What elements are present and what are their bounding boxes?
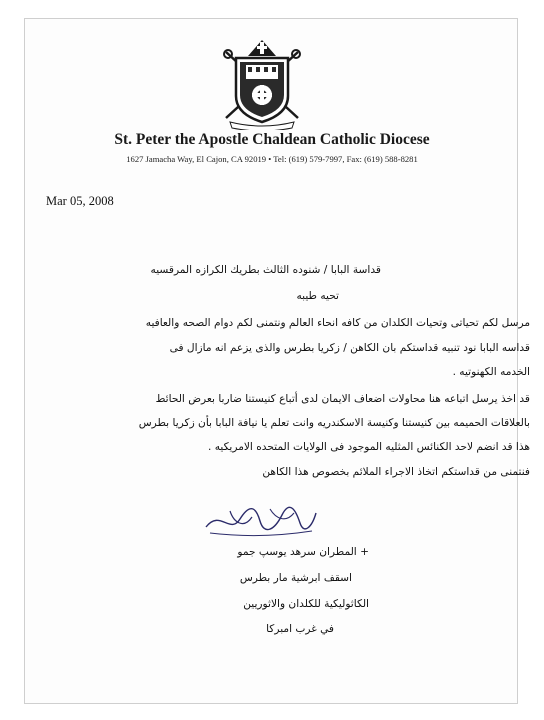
letter-date: Mar 05, 2008 — [46, 194, 114, 208]
signatory-name: + المطران سرهد يوسپ جمو — [237, 546, 369, 558]
diocese-contact-line: 1627 Jamacha Way, El Cajon, CA 92019 • Tel: (619) 579-7997, Fax: (619) 588-8281 — [126, 154, 418, 164]
diocese-name: St. Peter the Apostle Chaldean Catholic Diocese — [114, 131, 430, 148]
paragraph2-line2: بالعلاقات الحميمه بين كنيستنا وكنيسة الاسكندريه وانت تعلم يا نيافة البابا بأن زكريا بطرس — [138, 417, 530, 429]
closing-line: فنتمنى من قداستكم اتخاذ الاجراء الملائم بخصوص هذا الكاهن — [262, 466, 530, 478]
paragraph1-line3: الخدمه الكهنوتيه . — [452, 366, 530, 378]
paragraph2-line3: هذا قد انضم لاحد الكنائس المثليه الموجود فى الولايات المتحده الامريكيه . — [207, 441, 530, 453]
signatory-title-line2: الكاثوليكية للكلدان والاثوريين — [243, 598, 369, 610]
paragraph1-line1: مرسل لكم تحياتى وتحيات الكلدان من كافه انحاء العالم ونتمنى لكم دوام الصحه والعافيه — [145, 317, 530, 329]
addressee-line: قداسة البابا / شنوده الثالث بطريك الكرازه المرقسيه — [150, 264, 381, 276]
handwritten-signature-icon — [200, 501, 320, 541]
diocese-coat-of-arms-icon — [220, 38, 304, 130]
greeting-line: تحيه طيبه — [296, 290, 339, 302]
signatory-title-line1: اسقف ابرشية مار بطرس — [239, 572, 352, 584]
paragraph2-line1: قد اخذ يرسل اتباعه هنا محاولات اضعاف الايمان لدى أتباع كنيستنا ضاربا بعرض الحائط — [155, 393, 530, 405]
signatory-title-line3: في غرب امبركا — [266, 623, 334, 635]
paragraph1-line2: قداسه البابا نود تنبيه قداستكم بان الكاهن / زكريا بطرس والذى يزعم انه مازال فى — [169, 342, 530, 354]
